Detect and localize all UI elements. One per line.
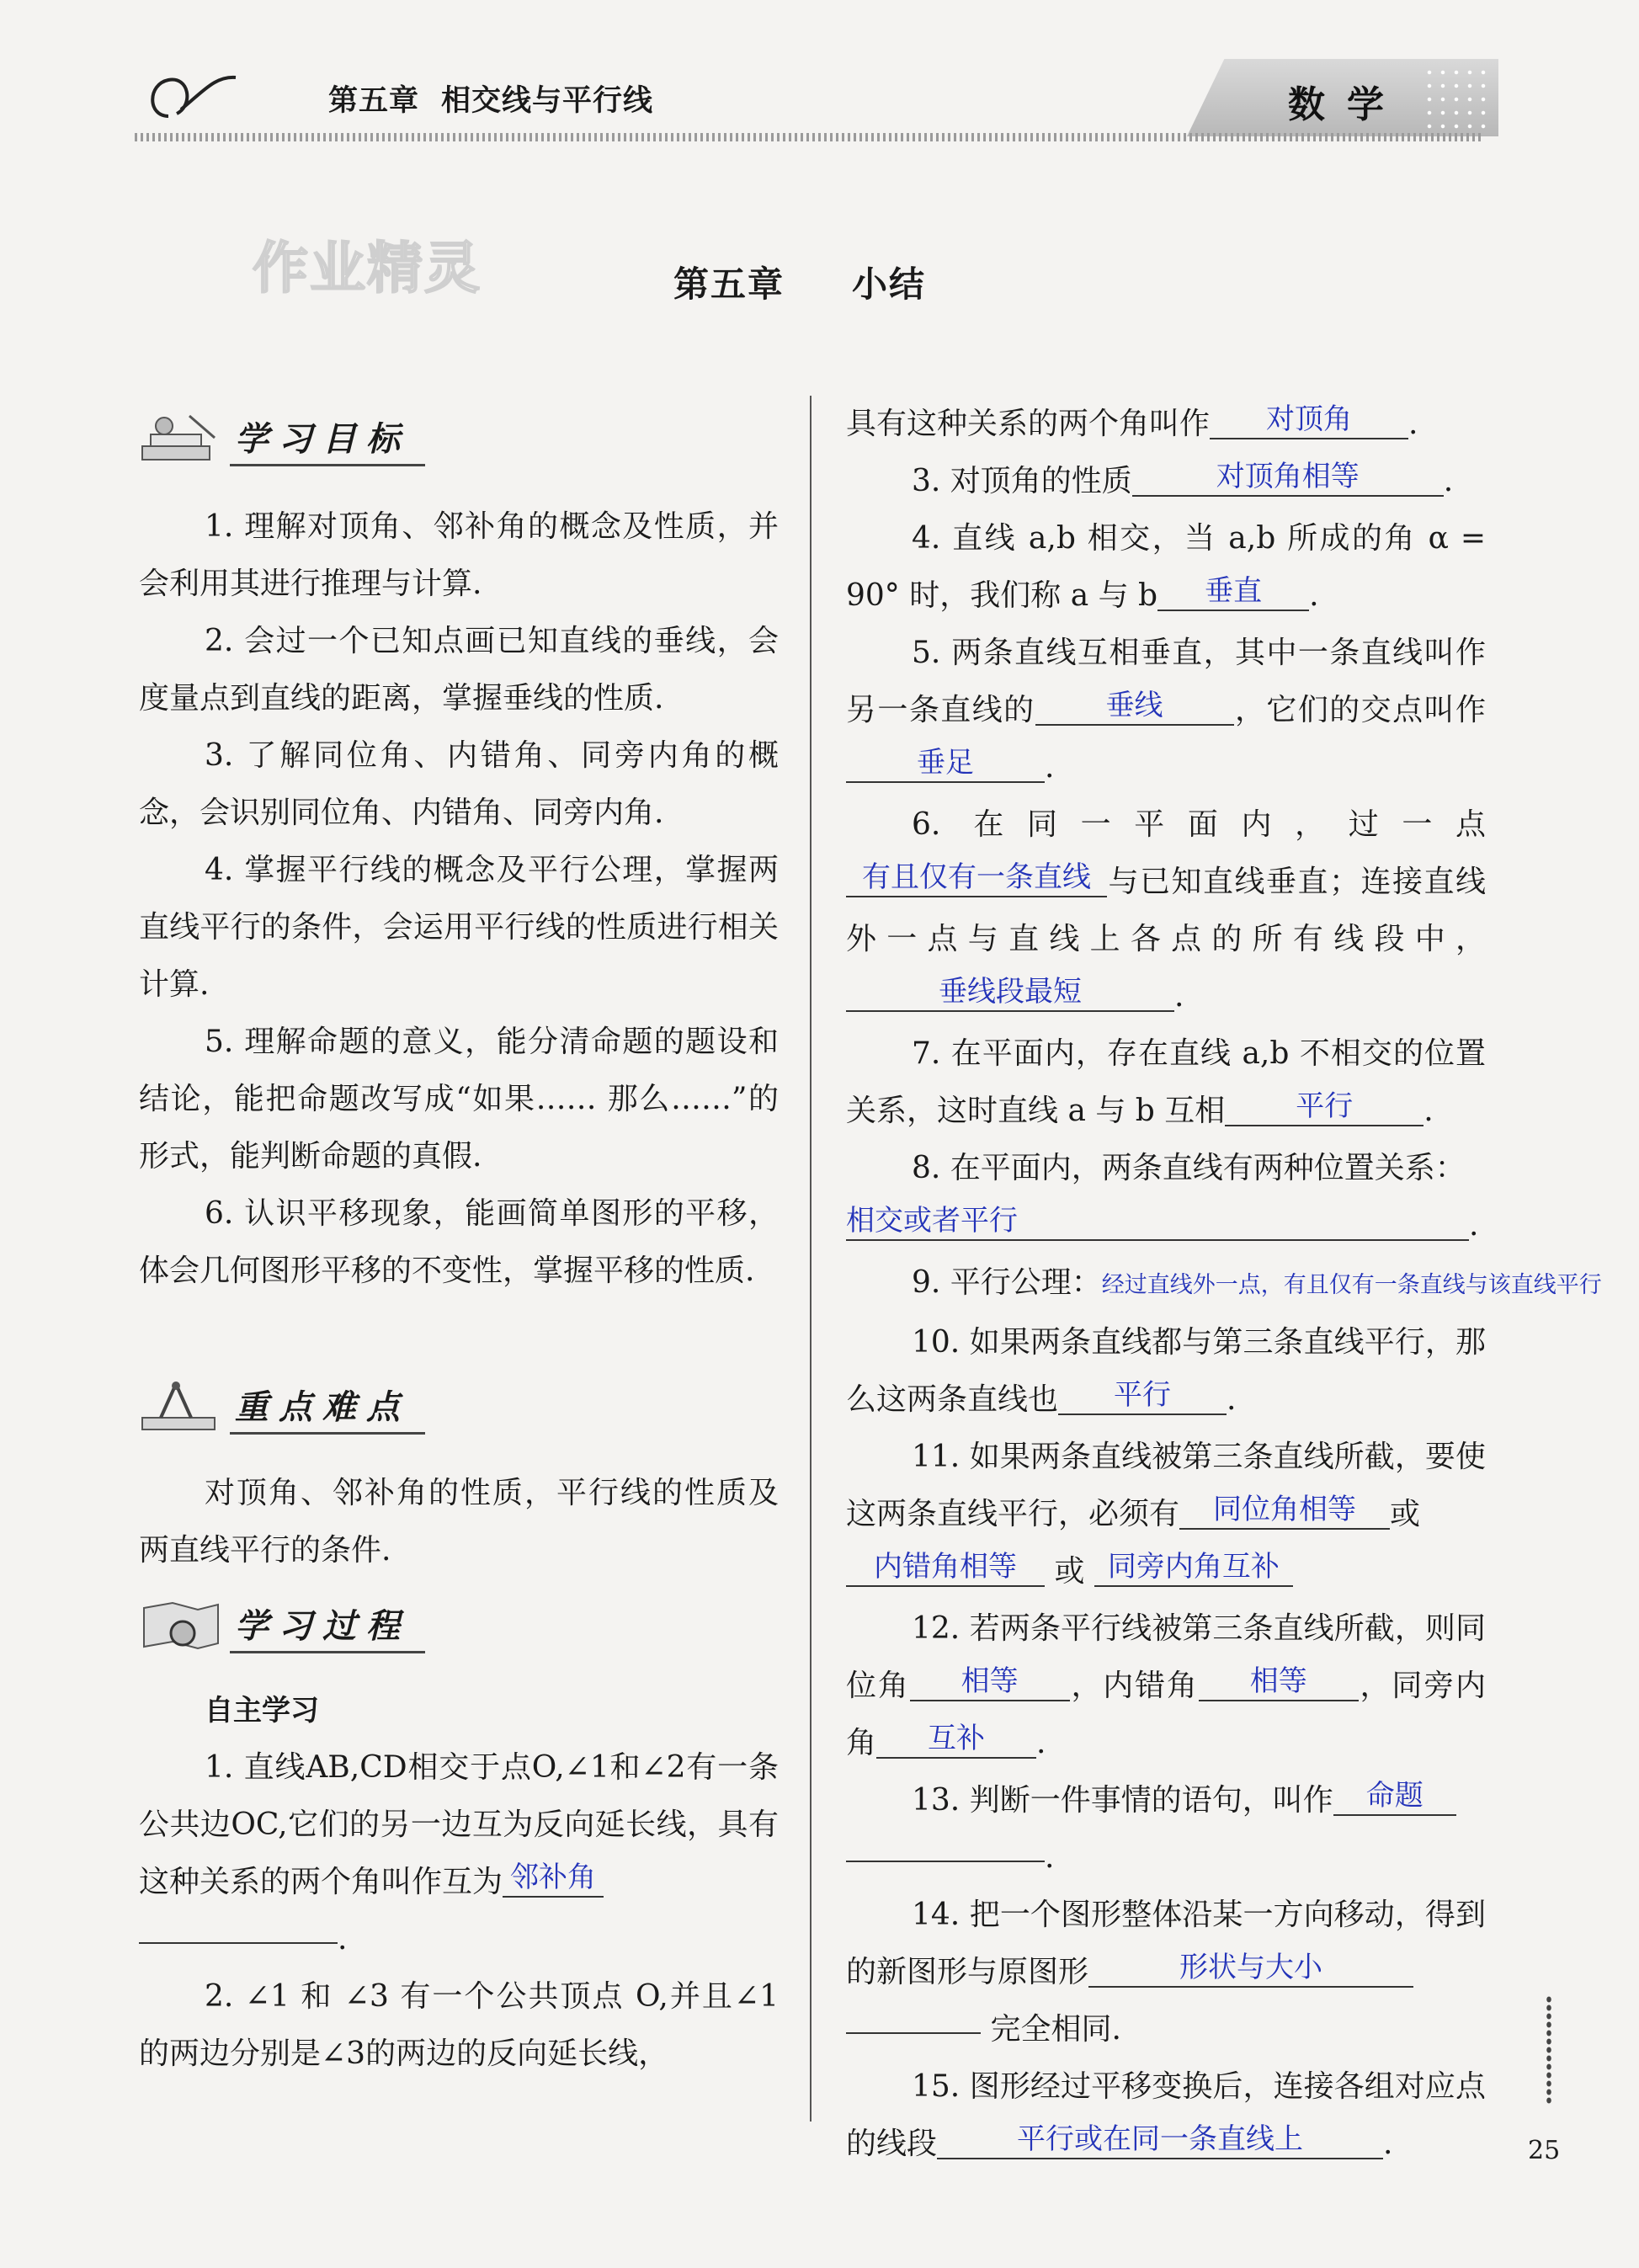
question-11: 11. 如果两条直线被第三条直线所截，要使这两条直线平行，必须有 同位角相等 或 内错角相等 或 同旁内角互补 — [846, 1440, 1486, 1589]
question-4: 4. 直线 a,b 相交，当 a,b 所成的角 α = 90° 时，我们称 a 与 b 垂直 . — [846, 521, 1486, 613]
question-10: 10. 如果两条直线都与第三条直线平行，那么这两条直线也 平行 . — [846, 1325, 1486, 1417]
header-dotted-rule — [135, 133, 1482, 141]
answer[interactable]: 形状与大小 — [1179, 1951, 1323, 1984]
goal-item: 2. 会过一个已知点画已知直线的垂线，会度量点到直线的距离，掌握垂线的性质. — [139, 624, 779, 716]
question-15: 15. 图形经过平移变换后，连接各组对应点的线段 平行或在同一条直线上 . — [846, 2069, 1486, 2161]
answer[interactable]: 互补 — [928, 1722, 986, 1755]
map-compass-icon — [139, 1600, 223, 1653]
goal-item: 5. 理解命题的意义，能分清命题的题设和结论，能把命题改写成“如果…… 那么……”的形式，能判断命题的真假. — [139, 1025, 779, 1174]
answer[interactable]: 内错角相等 — [874, 1550, 1017, 1584]
answer[interactable]: 同位角相等 — [1213, 1493, 1357, 1526]
section-process-heading — [139, 1600, 425, 1653]
subject-label: 数学 — [1288, 83, 1406, 126]
answer[interactable]: 同旁内角互补 — [1107, 1550, 1280, 1584]
chapter-title: 第五章 小结 — [673, 264, 927, 305]
question-14: 14. 把一个图形整体沿某一方向移动，得到的新图形与原图形 形状与大小 完全相同. — [846, 1898, 1486, 2047]
question-6: 6. 在同一平面内，过一点有且仅有一条直线 与已知直线垂直；连接直线外一点与直线上各点的所有线段中，垂线段最短 . — [846, 807, 1486, 1014]
question-2: 2. ∠1 和 ∠3 有一个公共顶点 O,并且∠1的两边分别是∠3的两边的反向延长线， — [139, 1979, 779, 2071]
section-keypoints-heading — [139, 1381, 425, 1435]
question-8: 8. 在平面内，两条直线有两种位置关系： 相交或者平行 . — [846, 1151, 1479, 1243]
question-1: 1. 直线AB,CD相交于点O,∠1和∠2有一条公共边OC,它们的另一边互为反向延长线，具有这种关系的两个角叫作互为 邻补角 . — [139, 1750, 779, 1957]
question-7: 7. 在平面内，存在直线 a,b 不相交的位置关系，这时直线 a 与 b 互相 平行 . — [846, 1036, 1486, 1128]
answer[interactable]: 相交或者平行 — [846, 1204, 1018, 1238]
question-13: 13. 判断一件事情的语句，叫作 命题 . — [846, 1772, 1486, 1887]
keypoints-text — [139, 1465, 779, 1579]
books-icon — [139, 413, 223, 466]
goal-item: 6. 认识平移现象，能画简单图形的平移，体会几何图形平移的不变性，掌握平移的性质. — [139, 1196, 779, 1288]
question-12: 12. 若两条平行线被第三条直线所截，则同位角 相等 ，内错角 相等 ，同旁内角 互补 . — [846, 1611, 1486, 1760]
question-2-cont: 具有这种关系的两个角叫作 对顶角 . — [846, 402, 1418, 441]
answer[interactable]: 平行或在同一条直线上 — [1017, 2122, 1304, 2156]
section-goals-heading — [139, 413, 425, 466]
column-divider — [810, 396, 812, 2122]
answer[interactable]: 垂足 — [917, 746, 974, 780]
goal-item: 1. 理解对顶角、邻补角的概念及性质，并会利用其进行推理与计算. — [139, 509, 779, 601]
process-left — [139, 1682, 779, 2083]
question-5: 5. 两条直线互相垂直，其中一条直线叫作另一条直线的 垂线 ，它们的交点叫作垂足 . — [846, 636, 1486, 785]
header-chapter: 第五章 相交线与平行线 — [328, 84, 654, 118]
answer[interactable]: 平行 — [1114, 1378, 1172, 1412]
goals-list — [139, 498, 779, 1300]
answer[interactable]: 有且仅有一条直线 — [862, 860, 1091, 894]
answer[interactable]: 命题 — [1365, 1779, 1423, 1813]
section-label: 学习目标 — [230, 413, 425, 466]
page-number: 25 — [1528, 2136, 1561, 2165]
self-study-subheading: 自主学习 — [205, 1694, 319, 1728]
compass-icon — [139, 1381, 223, 1435]
section-label: 重点难点 — [230, 1381, 425, 1435]
answer[interactable]: 垂直 — [1205, 574, 1263, 608]
page-header — [135, 59, 1498, 139]
question-3: 3. 对顶角的性质 对顶角相等 . — [912, 460, 1454, 498]
answer[interactable]: 相等 — [1249, 1664, 1307, 1698]
answer[interactable]: 平行 — [1296, 1089, 1354, 1123]
question-9: 9. 平行公理：经过直线外一点，有且仅有一条直线与该直线平行 — [912, 1265, 1602, 1300]
answer[interactable]: 垂线 — [1105, 689, 1163, 722]
section-label: 学习过程 — [230, 1600, 425, 1653]
answer[interactable]: 对顶角 — [1266, 402, 1353, 436]
swirl-logo-icon — [143, 67, 244, 126]
goal-item: 3. 了解同位角、内错角、同旁内角的概念，会识别同位角、内错角、同旁内角. — [139, 738, 779, 830]
answer[interactable]: 垂线段最短 — [939, 975, 1082, 1009]
goal-item: 4. 掌握平行线的概念及平行公理，掌握两直线平行的条件，会运用平行线的性质进行相关计算. — [139, 853, 779, 1002]
keypoints-paragraph: 对顶角、邻补角的性质，平行线的性质及两直线平行的条件. — [139, 1476, 779, 1568]
answer[interactable]: 经过直线外一点，有且仅有一条直线与该直线平行 — [1101, 1272, 1602, 1298]
margin-dots — [1546, 1995, 1552, 2105]
answer[interactable]: 相等 — [961, 1664, 1019, 1698]
answer[interactable]: 邻补角 — [510, 1861, 597, 1894]
watermark: 作业精灵 — [253, 236, 482, 301]
answer[interactable]: 对顶角相等 — [1216, 460, 1360, 493]
